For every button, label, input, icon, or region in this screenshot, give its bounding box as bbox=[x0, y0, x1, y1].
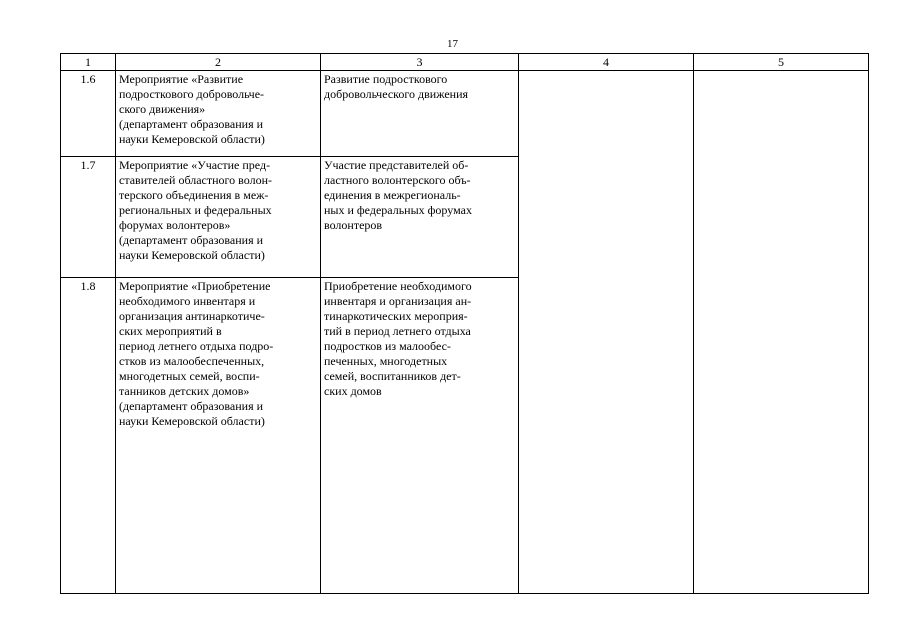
header-col-5: 5 bbox=[694, 54, 869, 71]
header-col-4: 4 bbox=[519, 54, 694, 71]
event-result: Развитие подросткового добровольческого движения bbox=[321, 71, 519, 157]
column-4-cell bbox=[519, 71, 694, 594]
column-5-cell bbox=[694, 71, 869, 594]
table-header-row bbox=[61, 54, 869, 71]
page-number: 17 bbox=[447, 38, 458, 50]
event-description: Мероприятие «Участие пред- ставителей областного волон- терского объединения в меж- региональных и федеральных форумах волонтеров» (департамент образования и науки Кемеровской области) bbox=[116, 157, 321, 278]
event-result: Приобретение необходимого инвентаря и организация ан- тинаркотических мероприя- тий в период летнего отдыха подростков из малообес- печенных, многодетных семей, воспитанников дет- ских домов bbox=[321, 278, 519, 594]
row-number: 1.8 bbox=[61, 278, 116, 594]
event-description: Мероприятие «Развитие подросткового добровольче- ского движения» (департамент образования и науки Кемеровской области) bbox=[116, 71, 321, 157]
row-number: 1.6 bbox=[61, 71, 116, 157]
event-description: Мероприятие «Приобретение необходимого инвентаря и организация антинаркотиче- ских мероприятий в период летнего отдыха подро- стков из малообеспеченных, многодетных семей, воспи- танников детских домов» (департамент образования и науки Кемеровской области) bbox=[116, 278, 321, 594]
document-table bbox=[60, 53, 869, 594]
event-result: Участие представителей об- ластного волонтерского объ- единения в межрегиональ- ных и федеральных форумах волонтеров bbox=[321, 157, 519, 278]
header-col-2: 2 bbox=[116, 54, 321, 71]
table-row bbox=[61, 71, 869, 157]
header-col-3: 3 bbox=[321, 54, 519, 71]
row-number: 1.7 bbox=[61, 157, 116, 278]
header-col-1: 1 bbox=[61, 54, 116, 71]
